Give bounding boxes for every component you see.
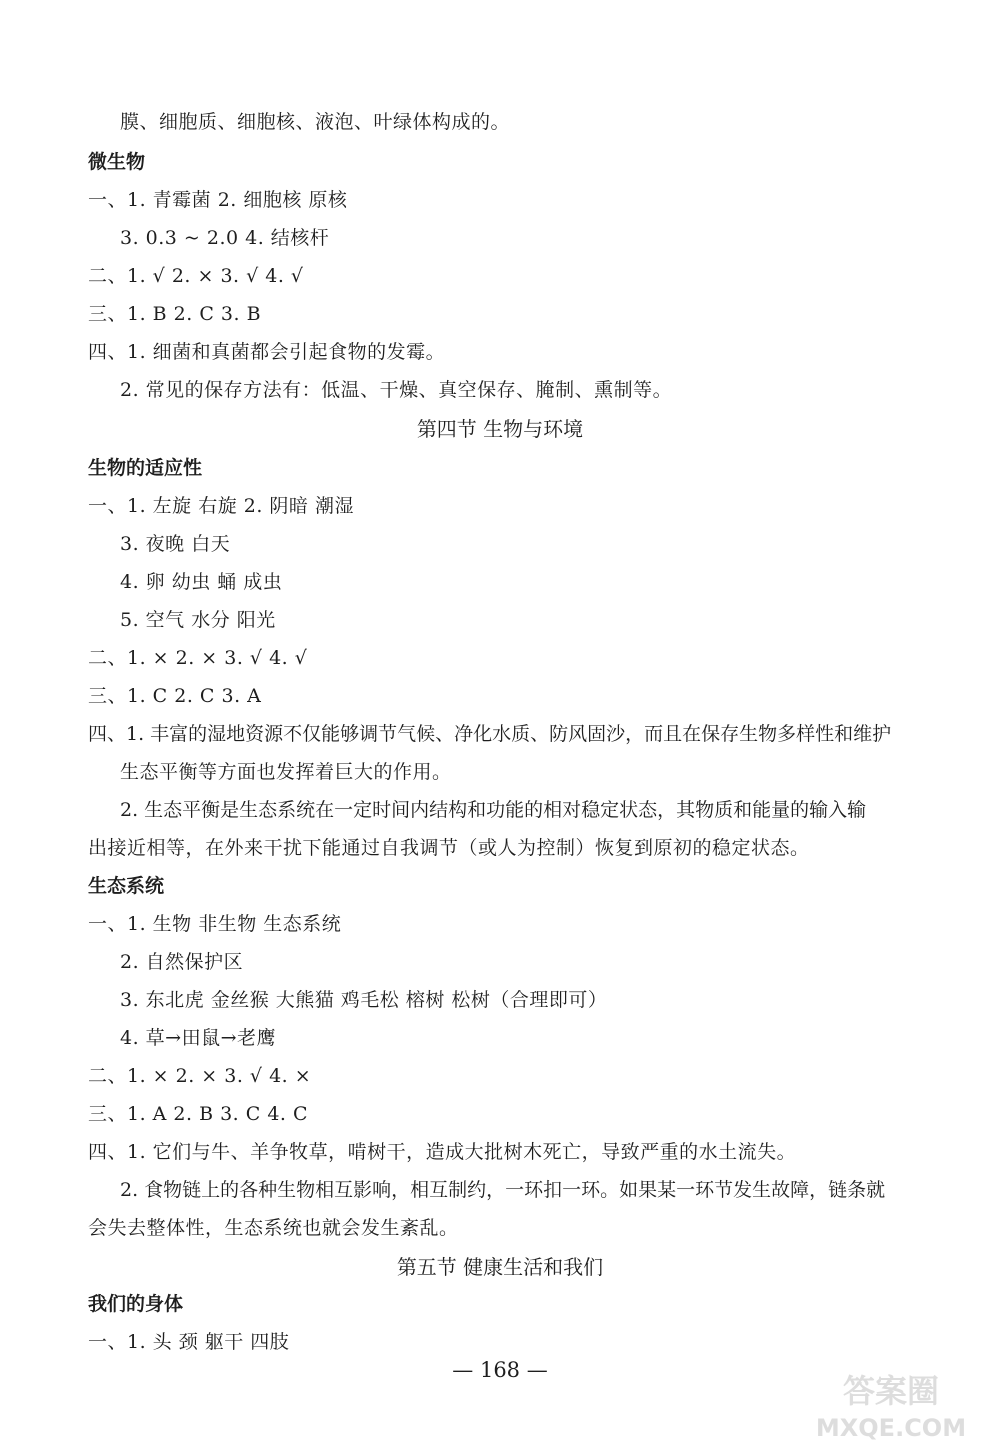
text-line: 一、1. 头 颈 躯干 四肢 — [88, 1331, 290, 1353]
section-title: 第五节 健康生活和我们 — [396, 1255, 604, 1279]
text-line: 4. 草→田鼠→老鹰 — [120, 1027, 277, 1049]
text-line: 3. 0.3 ~ 2.0 4. 结核杆 — [120, 227, 330, 249]
watermark-logo — [796, 1364, 986, 1448]
subsection-heading: 生态系统 — [88, 875, 165, 897]
subsection-heading: 生物的适应性 — [88, 457, 203, 479]
text-line: 生态平衡等方面也发挥着巨大的作用。 — [120, 761, 452, 783]
text-line: 二、1. √ 2. × 3. √ 4. √ — [88, 265, 304, 287]
text-line: 一、1. 左旋 右旋 2. 阴暗 潮湿 — [88, 495, 354, 517]
text-line: 三、1. C 2. C 3. A — [88, 685, 262, 707]
text-line: 出接近相等，在外来干扰下能通过自我调节（或人为控制）恢复到原初的稳定状态。 — [88, 837, 810, 859]
text-line: 3. 东北虎 金丝猴 大熊猫 鸡毛松 榕树 松树（合理即可） — [120, 989, 608, 1011]
page-number: — 168 — — [452, 1358, 548, 1382]
text-line: 膜、细胞质、细胞核、液泡、叶绿体构成的。 — [120, 111, 511, 133]
text-line: 2. 常见的保存方法有：低温、干燥、真空保存、腌制、熏制等。 — [120, 379, 673, 401]
text-line: 5. 空气 水分 阳光 — [120, 609, 276, 631]
text-line: 四、1. 细菌和真菌都会引起食物的发霉。 — [88, 341, 446, 363]
text-line: 四、1. 丰富的湿地资源不仅能够调节气候、净化水质、防风固沙，而且在保存生物多样性和维护 — [88, 723, 892, 745]
text-line: 一、1. 生物 非生物 生态系统 — [88, 913, 342, 935]
subsection-heading: 微生物 — [88, 151, 146, 173]
text-line: 3. 夜晚 白天 — [120, 533, 231, 555]
watermark-bottom-text: MXQE.COM — [815, 1414, 967, 1442]
text-line: 2. 自然保护区 — [120, 951, 244, 973]
text-line: 三、1. B 2. C 3. B — [88, 303, 262, 325]
section-title: 第四节 生物与环境 — [416, 417, 584, 441]
text-line: 三、1. A 2. B 3. C 4. C — [88, 1103, 309, 1125]
subsection-heading: 我们的身体 — [88, 1293, 184, 1315]
text-line: 会失去整体性，生态系统也就会发生紊乱。 — [88, 1217, 459, 1239]
text-line: 2. 生态平衡是生态系统在一定时间内结构和功能的相对稳定状态，其物质和能量的输入输 — [120, 799, 867, 821]
text-line: 一、1. 青霉菌 2. 细胞核 原核 — [88, 189, 348, 211]
text-line: 四、1. 它们与牛、羊争牧草，啃树干，造成大批树木死亡，导致严重的水土流失。 — [88, 1141, 797, 1163]
text-line: 二、1. × 2. × 3. √ 4. × — [88, 1065, 312, 1087]
text-line: 2. 食物链上的各种生物相互影响，相互制约，一环扣一环。如果某一环节发生故障，链条就 — [120, 1179, 886, 1201]
watermark-top-text: 答案圈 — [842, 1372, 940, 1410]
text-line: 二、1. × 2. × 3. √ 4. √ — [88, 647, 308, 669]
text-line: 4. 卵 幼虫 蛹 成虫 — [120, 571, 283, 593]
